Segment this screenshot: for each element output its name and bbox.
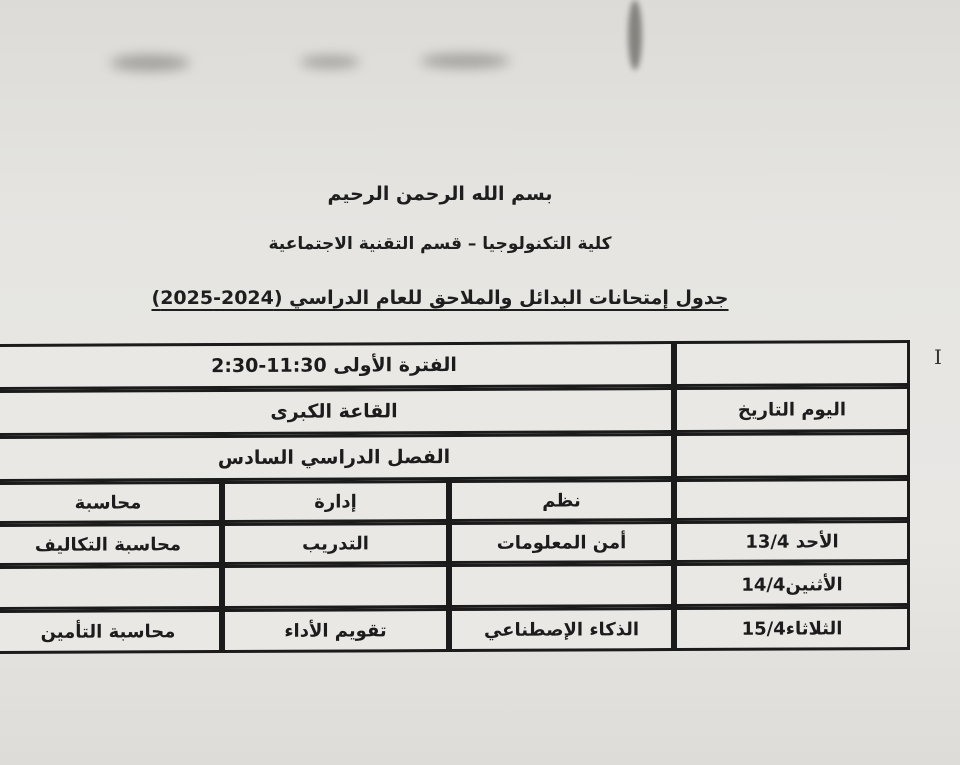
day-date-monday: الأثنين14/4 — [674, 562, 910, 607]
basmala-heading: بسم الله الرحمن الرحيم — [327, 183, 553, 205]
day-date-header: اليوم التاريخ — [674, 386, 910, 433]
semester-label: الفصل الدراسي السادس — [0, 433, 674, 482]
schedule-title: جدول إمتحانات البدائل والملاحق للعام الدراسي (2024-2025) — [151, 287, 729, 309]
period-time: الفترة الأولى 11:30-2:30 — [0, 341, 674, 390]
exam-cell: محاسبة التأمين — [0, 609, 222, 654]
scan-smudge — [110, 55, 190, 71]
exam-cell: أمن المعلومات — [449, 521, 674, 564]
college-department: كلية التكنولوجيا – قسم التقنية الاجتماعية — [268, 234, 612, 254]
margin-mark: I — [934, 345, 942, 369]
exam-schedule-table — [0, 330, 918, 659]
day-date-sunday: الأحد 13/4 — [674, 520, 910, 563]
empty-cell — [674, 432, 910, 479]
column-header-accounting: محاسبة — [0, 481, 222, 524]
hall-name: القاعة الكبرى — [0, 387, 674, 436]
exam-cell — [449, 563, 674, 608]
empty-cell — [674, 340, 910, 387]
scan-smudge — [628, 0, 642, 70]
exam-cell — [0, 565, 222, 610]
exam-cell: التدريب — [222, 522, 449, 565]
exam-cell: تقويم الأداء — [222, 608, 449, 653]
exam-cell — [222, 564, 449, 609]
empty-cell — [674, 478, 910, 521]
column-header-management: إدارة — [222, 480, 449, 523]
exam-cell: الذكاء الإصطناعي — [449, 607, 674, 652]
scan-smudge — [300, 56, 360, 68]
scan-smudge — [420, 54, 510, 68]
exam-cell: محاسبة التكاليف — [0, 523, 222, 566]
day-date-tuesday: الثلاثاء15/4 — [674, 606, 910, 651]
column-header-systems: نظم — [449, 479, 674, 522]
